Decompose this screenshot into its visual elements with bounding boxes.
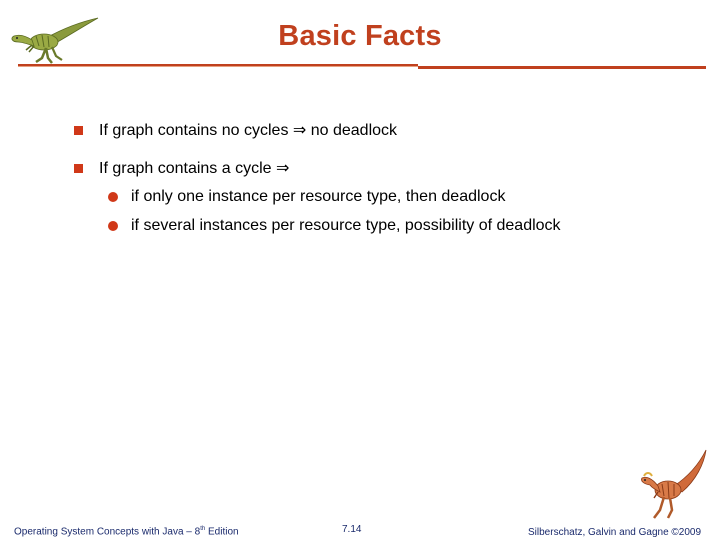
bullet-text: If graph contains no cycles ⇒ no deadlock (99, 122, 398, 139)
slide-title: Basic Facts (278, 20, 442, 52)
dinosaur-icon (634, 448, 710, 520)
footer-book-title (14, 526, 239, 537)
sub-bullet-item (108, 188, 505, 206)
bullet-text: If graph contains a cycle ⇒ (99, 160, 290, 177)
footer-book-sup: th (200, 526, 206, 532)
round-bullet-icon (108, 192, 118, 202)
footer-copyright: Silberschatz, Galvin and Gagne ©2009 (528, 527, 702, 538)
page-number: 7.14 (342, 524, 362, 535)
sub-bullet-item (108, 217, 561, 235)
round-bullet-icon (108, 221, 118, 231)
footer-book-suffix: Edition (205, 526, 239, 538)
square-bullet-icon (74, 126, 83, 135)
bullet-item (74, 158, 289, 178)
sub-bullet-text: if several instances per resource type, possibility of deadlock (131, 217, 561, 234)
square-bullet-icon (74, 164, 83, 173)
footer-book-prefix: Operating System Concepts with Java – 8 (14, 526, 201, 538)
title-underline (18, 64, 706, 70)
sub-bullet-text: if only one instance per resource type, then deadlock (131, 188, 506, 205)
bullet-item (74, 120, 397, 140)
